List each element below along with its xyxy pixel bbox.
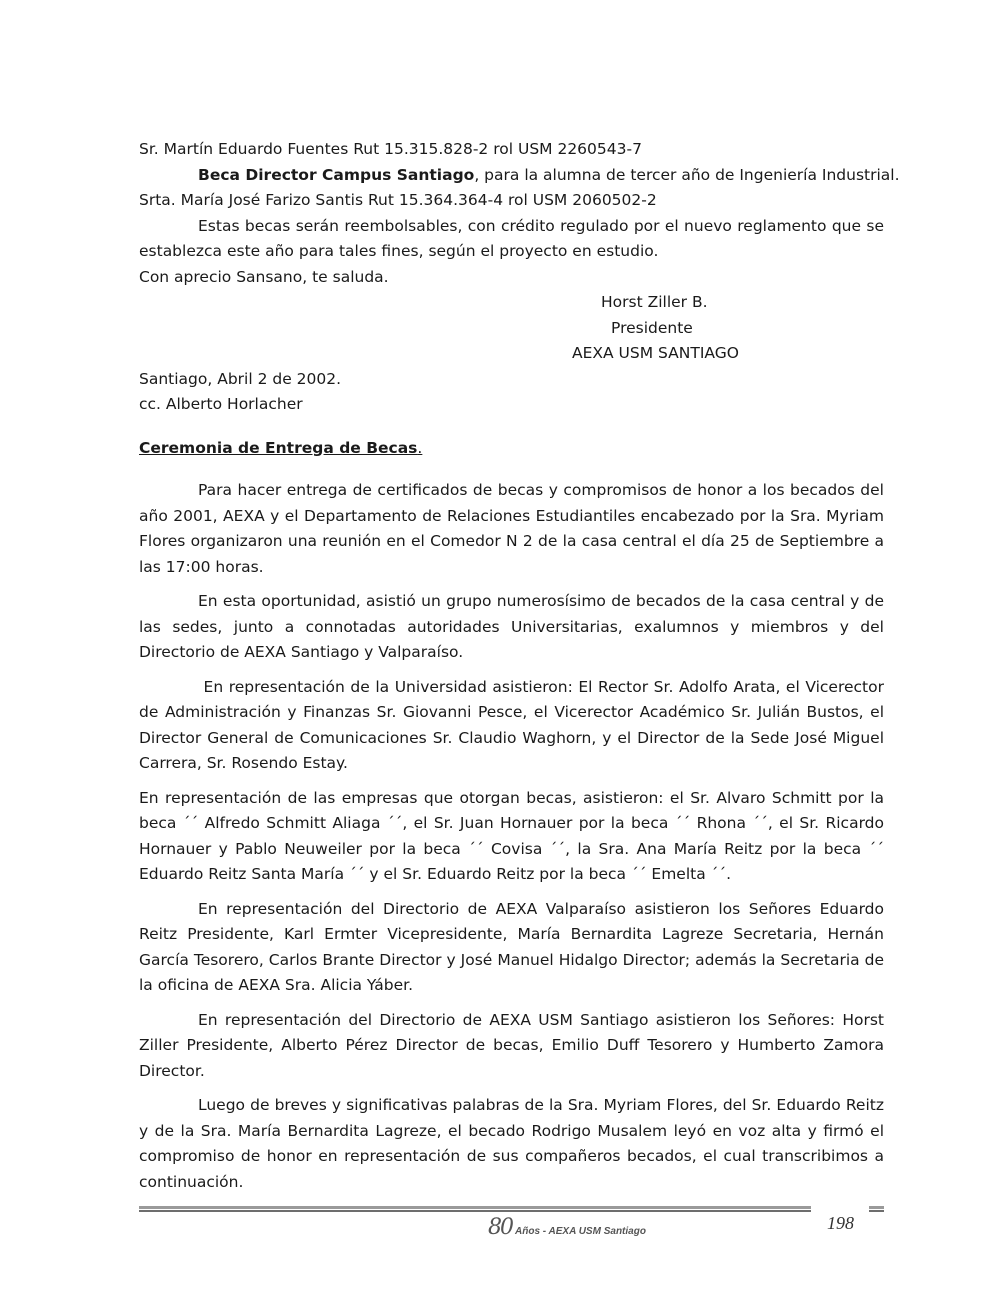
recipient-line-2: Srta. María José Farizo Santis Rut 15.364.364-4 rol USM 2060502-2 xyxy=(139,191,657,209)
scholarship-description: , para la alumna de tercer año de Ingeniería Industrial. xyxy=(474,165,900,184)
signature-organization: AEXA USM SANTIAGO xyxy=(572,344,739,362)
section-heading-punct: . xyxy=(417,438,423,457)
paragraph-valparaiso xyxy=(139,897,884,999)
signature-name: Horst Ziller B. xyxy=(601,293,708,311)
reimbursement-paragraph xyxy=(139,214,884,265)
footer-logo-number: 80 xyxy=(488,1215,512,1240)
paragraph-attendance xyxy=(139,589,884,666)
paragraph-santiago-text: En representación del Directorio de AEXA USM Santiago asistieron los Señores: Horst Ziller Presidente, Alberto Pérez Director de becas, Emilio Duff Tesorero y Humberto Zamora Director. xyxy=(139,1010,884,1080)
paragraph-university-text: En representación de la Universidad asistieron: El Rector Sr. Adolfo Arata, el Vicerector de Administración y Finanzas Sr. Giovanni Pesce, el Vicerector Académico Sr. Julián Bustos, el Director General de Comunicaciones Sr. Claudio Waghorn, y el Director de la Sede José Miguel Carrera, Sr. Rosendo Estay. xyxy=(139,677,884,772)
recipient-line-1: Sr. Martín Eduardo Fuentes Rut 15.315.828-2 rol USM 2260543-7 xyxy=(139,140,642,158)
footer-logo-text: Años - AEXA USM Santiago xyxy=(515,1226,646,1237)
footer-logo xyxy=(488,1215,646,1240)
letter-cc: cc. Alberto Horlacher xyxy=(139,395,303,413)
page-content xyxy=(139,137,900,1195)
scholarship-line xyxy=(139,163,900,189)
paragraph-santiago xyxy=(139,1008,884,1085)
page-number: 198 xyxy=(827,1213,854,1233)
paragraph-companies xyxy=(139,786,884,888)
paragraph-invitation xyxy=(139,478,884,580)
section-heading xyxy=(139,436,884,462)
closing-line: Con aprecio Sansano, te saluda. xyxy=(139,267,389,286)
paragraph-university xyxy=(139,675,884,777)
signature-role: Presidente xyxy=(611,318,693,337)
scholarship-title: Beca Director Campus Santiago xyxy=(198,165,475,184)
paragraph-closing xyxy=(139,1093,884,1195)
letter-date: Santiago, Abril 2 de 2002. xyxy=(139,369,342,388)
paragraph-valparaiso-text: En representación del Directorio de AEXA Valparaíso asistieron los Señores Eduardo Reitz Presidente, Karl Ermter Vicepresidente, María Bernardita Lagreze Secretaria, Hernán García Tesorero, Carlos Brante Director y José Manuel Hidalgo Director; además la Secretaria de la oficina de AEXA Sra. Alicia Yáber. xyxy=(139,899,884,994)
paragraph-companies-text: En representación de las empresas que otorgan becas, asistieron: el Sr. Alvaro Schmitt por la beca ´´ Alfredo Schmitt Aliaga ´´, el Sr. Juan Hornauer por la beca ´´ Rhona ´´, el Sr. Ricardo Hornauer y Pablo Neuweiler por la beca ´´ Covisa ´´, la Sra. Ana María Reitz por la beca ´´ Eduardo Reitz Santa María ´´ y el Sr. Eduardo Reitz por la beca ´´ Emelta ´´. xyxy=(139,788,884,883)
section-heading-text: Ceremonia de Entrega de Becas xyxy=(139,438,418,457)
paragraph-attendance-text: En esta oportunidad, asistió un grupo numerosísimo de becados de la casa central y de las sedes, junto a connotadas autoridades Universitarias, exalumnos y miembros y del Directorio de AEXA Santiago y Valparaíso. xyxy=(139,592,884,661)
reimbursement-text-1: Estas becas serán reembolsables, con crédito regulado por el nuevo reglamento que se xyxy=(198,216,884,235)
paragraph-invitation-text: Para hacer entrega de certificados de becas y compromisos de honor a los becados del año 2001, AEXA y el Departamento de Relaciones Estudiantiles encabezado por la Sra. Myriam Flores organizaron una reunión en el Comedor N 2 de la casa central el día 25 de Septiembre a las 17:00 horas. xyxy=(139,481,884,576)
reimbursement-text-2: establezca este año para tales fines, según el proyecto en estudio. xyxy=(139,242,659,260)
footer-rule xyxy=(139,1206,811,1213)
paragraph-closing-text: Luego de breves y significativas palabras de la Sra. Myriam Flores, del Sr. Eduardo Reitz y de la Sra. María Bernardita Lagreze, el becado Rodrigo Musalem leyó en voz alta y firmó el compromiso de honor en representación de sus compañeros becados, el cual transcribimos a continuación. xyxy=(139,1096,884,1191)
footer-rule-mark xyxy=(869,1206,884,1213)
